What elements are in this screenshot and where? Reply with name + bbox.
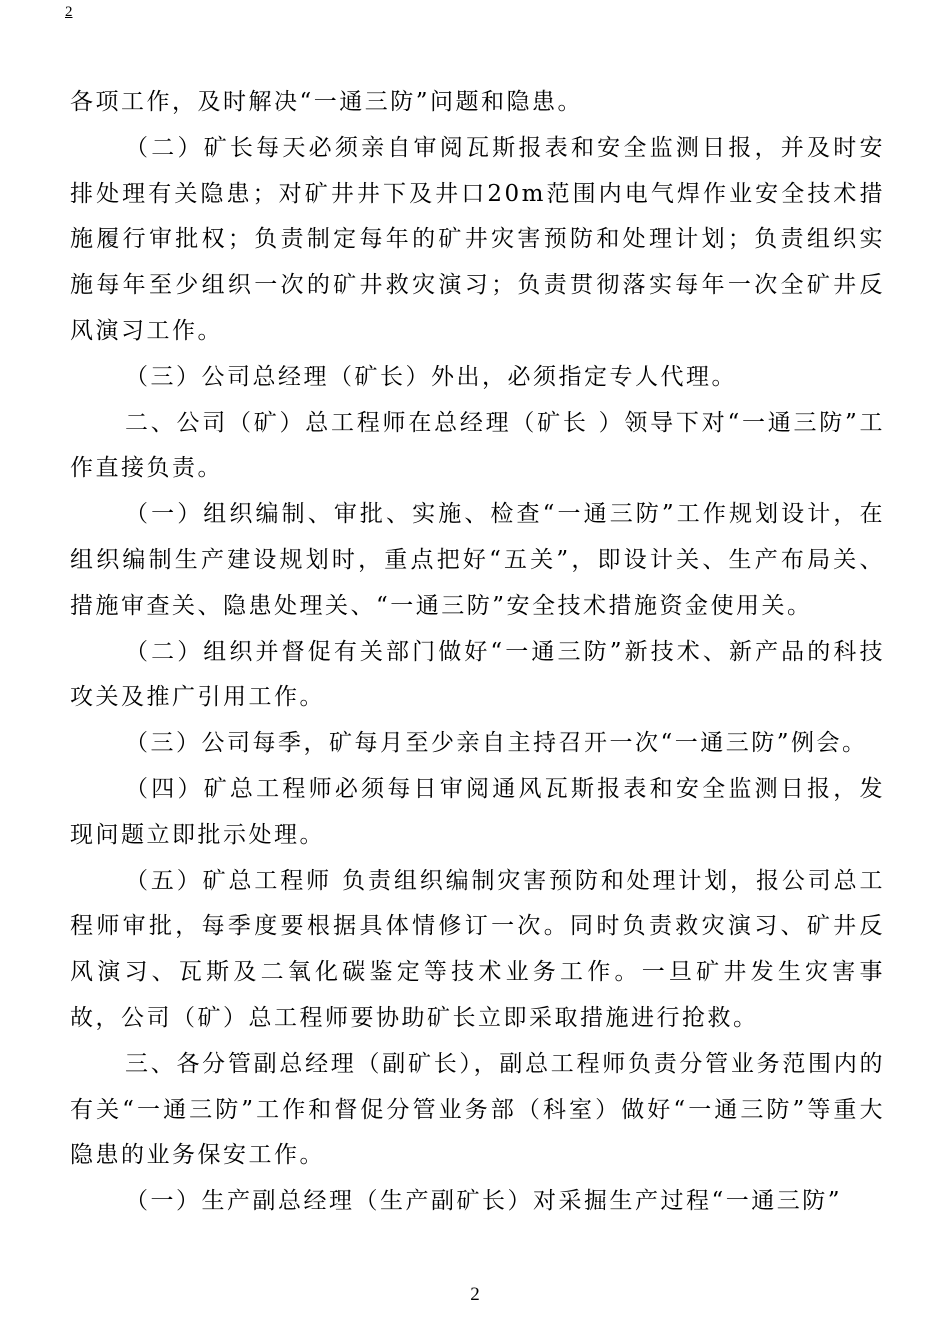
footer-page-number: 2: [470, 1284, 480, 1305]
paragraph-production-deputy: （一）生产副总经理（生产副矿长）对采掘生产过程“一通三防”: [125, 1188, 843, 1215]
document-body: [70, 80, 885, 1225]
header-page-number: 2: [65, 4, 73, 20]
section-heading-deputy-managers: 三、各分管副总经理（副矿长），副总工程师负责分管业务范围内的有关“一通三防”工作和督促分管业务部（科室）做好“一通三防”等重大隐患的业务保安工作。: [70, 1050, 885, 1169]
paragraph-continuation: 各项工作，及时解决“一通三防”问题和隐患。: [70, 89, 584, 115]
section-heading-chief-engineer: 二、公司（矿）总工程师在总经理（矿长 ）领导下对“一通三防”工作直接负责。: [70, 409, 885, 482]
paragraph-regular-meetings: （三）公司每季，矿每月至少亲自主持召开一次“一通三防”例会。: [125, 730, 868, 757]
paragraph-planning-five-checks: （一）组织编制、审批、实施、检查“一通三防”工作规划设计，在组织编制生产建设规划时，重点把好“五关”，即设计关、生产布局关、措施审查关、隐患处理关、“一通三防”安全技术措施资金使用关。: [70, 501, 885, 619]
paragraph-daily-report-review: （四）矿总工程师必须每日审阅通风瓦斯报表和安全监测日报，发现问题立即批示处理。: [70, 775, 885, 848]
paragraph-disaster-plan: （五）矿总工程师 负责组织编制灾害预防和处理计划，报公司总工程师审批，每季度要根据具体情修订一次。同时负责救灾演习、矿井反风演习、瓦斯及二氧化碳鉴定等技术业务工作。一旦矿井发生灾害事故，公司（矿）总工程师要协助矿长立即采取措施进行抢救。: [70, 867, 885, 1031]
paragraph-new-technology: （二）组织并督促有关部门做好“一通三防”新技术、新产品的科技攻关及推广引用工作。: [70, 638, 885, 711]
paragraph-mine-manager-daily-review: （二）矿长每天必须亲自审阅瓦斯报表和安全监测日报，并及时安排处理有关隐患；对矿井井下及井口20m范围内电气焊作业安全技术措施履行审批权；负责制定每年的矿井灾害预防和处理计划；负责组织实施每年至少组织一次的矿井救灾演习；负责贯彻落实每年一次全矿井反风演习工作。: [70, 134, 885, 344]
paragraph-manager-deputy: （三）公司总经理（矿长）外出，必须指定专人代理。: [125, 363, 737, 390]
